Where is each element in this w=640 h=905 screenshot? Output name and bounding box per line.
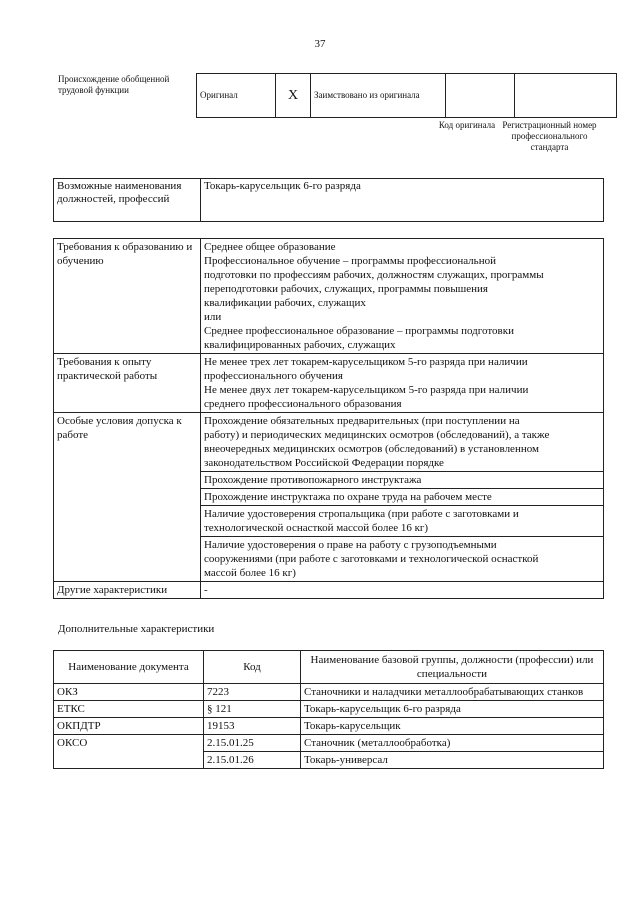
origin-code-cell [446,74,515,118]
row-group: Токарь-карусельщик 6-го разряда [301,701,604,718]
table-row [54,701,604,718]
education-line: квалификации рабочих, служащих [204,297,366,309]
origin-label: Происхождение обобщенной трудовой функции [58,74,170,95]
experience-label: Требования к опыту практической работы [54,354,201,413]
education-line: или [204,311,222,323]
additional-title: Дополнительные характеристики [58,623,215,635]
experience-line: Не менее двух лет токарем-карусельщиком 5-го разряда при наличии [204,384,529,396]
row-group: Токарь-универсал [301,752,604,769]
education-line: квалифицированных рабочих, служащих [204,339,396,351]
origin-reg-cell [515,74,617,118]
education-line: Среднее общее образование [204,241,336,253]
names-value: Токарь-карусельщик 6-го разряда [201,179,604,222]
table-row [54,735,604,752]
experience-line: среднего профессионального образования [204,398,402,410]
page-number: 37 [314,38,326,50]
row-group: Токарь-карусельщик [301,718,604,735]
condition-line: сооружениями (при работе с заготовками и технологической оснасткой [204,553,539,565]
condition-item [201,489,604,506]
other-label: Другие характеристики [54,582,201,599]
names-table [53,178,604,222]
header-document: Наименование документа [54,651,204,684]
condition-line: Прохождение инструктажа по охране труда на рабочем месте [204,491,492,503]
condition-item [201,537,604,582]
condition-line: внеочередных медицинских осмотров (обследований) в установленном [204,443,539,455]
table-row [54,684,604,701]
row-code: 7223 [204,684,301,701]
names-label: Возможные наименования должностей, профессий [54,179,201,222]
origin-reg-caption: Регистрационный номер профессионального стандарта [502,120,597,152]
table-row [54,718,604,735]
origin-original-label: Оригинал [197,74,276,118]
row-document: ОКПДТР [54,718,204,735]
condition-line: технологической оснасткой массой более 16 кг) [204,522,429,534]
row-group: Станочник (металлообработка) [301,735,604,752]
row-code: 2.15.01.26 [204,752,301,769]
condition-line: Прохождение обязательных предварительных (при поступлении на [204,415,520,427]
header-code: Код [204,651,301,684]
condition-item [201,506,604,537]
education-line: Среднее профессиональное образование – программы подготовки [204,325,514,337]
experience-line: профессионального обучения [204,370,343,382]
row-document: ЕТКС [54,701,204,718]
additional-table [53,650,604,769]
condition-line: Прохождение противопожарного инструктажа [204,474,422,486]
condition-item [201,413,604,472]
row-code: § 121 [204,701,301,718]
education-line: подготовки по профессиям рабочих, должностям служащих, программы [204,269,544,281]
education-line: переподготовки рабочих, служащих, программы повышения [204,283,488,295]
row-document: ОКЗ [54,684,204,701]
origin-borrowed-label: Заимствовано из оригинала [311,74,446,118]
origin-code-caption: Код оригинала [438,120,496,130]
experience-value [201,354,604,413]
condition-line: законодательством Российской Федерации порядке [204,457,444,469]
condition-line: Наличие удостоверения о праве на работу с грузоподъемными [204,539,497,551]
condition-line: массой более 16 кг) [204,567,296,579]
condition-line: работу) и периодических медицинских осмотров (обследований), а также [204,429,550,441]
conditions-label: Особые условия допуска к работе [54,413,201,582]
origin-original-mark: X [276,74,311,118]
condition-item [201,472,604,489]
experience-line: Не менее трех лет токарем-карусельщиком 5-го разряда при наличии [204,356,528,368]
other-value: - [201,582,604,599]
education-value [201,239,604,354]
header-group: Наименование базовой группы, должности (профессии) или специальности [301,651,604,684]
row-document: ОКСО [54,735,204,769]
origin-table [196,73,617,118]
row-code: 2.15.01.25 [204,735,301,752]
education-label: Требования к образованию и обучению [54,239,201,354]
education-line: Профессиональное обучение – программы профессиональной [204,255,496,267]
condition-line: Наличие удостоверения стропальщика (при работе с заготовками и [204,508,519,520]
requirements-table [53,238,604,599]
row-code: 19153 [204,718,301,735]
row-group: Станочники и наладчики металлообрабатывающих станков [301,684,604,701]
